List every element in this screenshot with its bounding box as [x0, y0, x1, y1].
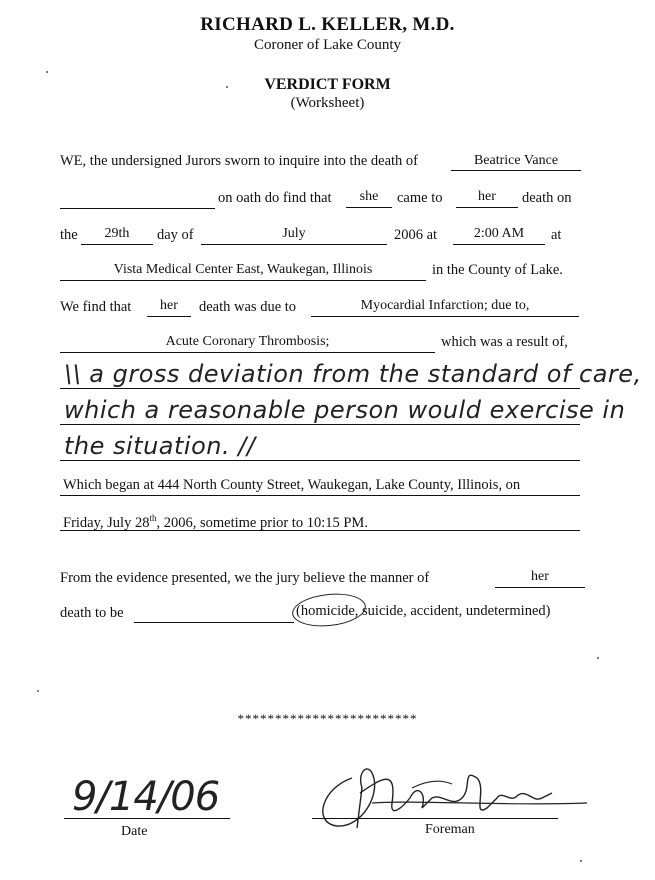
typed-rule-2 — [60, 530, 580, 531]
scan-speck — [226, 86, 228, 88]
typed-line-1: Which began at 444 North County Street, Waukegan, Lake County, Illinois, on — [63, 477, 521, 493]
coroner-office: Coroner of Lake County — [253, 37, 402, 53]
pronoun3: her — [160, 298, 178, 313]
county-text: in the County of Lake. — [432, 262, 563, 278]
scan-speck — [597, 657, 599, 659]
line3-the: the — [60, 227, 78, 243]
line1-text: WE, the undersigned Jurors sworn to inquire into the death of — [60, 153, 418, 169]
pronoun1: she — [359, 189, 379, 204]
pronoun2: her — [478, 189, 496, 204]
month-value: July — [282, 226, 306, 241]
separator-stars: ************************ — [237, 711, 418, 726]
typed-rule-1 — [60, 495, 580, 496]
form-title: VERDICT FORM — [264, 76, 391, 93]
pronoun4: her — [531, 569, 549, 584]
line5-text-b: death was due to — [199, 299, 297, 315]
year-at: 2006 at — [394, 227, 438, 243]
handwritten-date: 9/14/06 — [72, 774, 220, 820]
manner-field — [134, 604, 294, 623]
line3-dayof: day of — [157, 227, 194, 243]
coroner-name: RICHARD L. KELLER, M.D. — [200, 14, 455, 35]
scan-speck — [46, 71, 48, 73]
foreman-label: Foreman — [425, 822, 475, 837]
line2-text-b: came to — [397, 190, 443, 206]
scan-speck — [580, 860, 582, 862]
form-subtitle: (Worksheet) — [290, 95, 365, 111]
handwritten-line-1: \\ a gross deviation from the standard of care, — [64, 360, 642, 388]
foreman-rule — [312, 818, 558, 819]
blank-line-2 — [60, 190, 215, 209]
date-label: Date — [121, 824, 148, 839]
cause1-value: Myocardial Infarction; due to, — [360, 298, 530, 313]
place-value: Vista Medical Center East, Waukegan, Illinois — [113, 262, 373, 277]
handwriting-rule-1 — [60, 388, 580, 389]
manner-options: (homicide, suicide, accident, undetermined) — [296, 603, 551, 619]
day-value: 29th — [104, 226, 130, 241]
time-value: 2:00 AM — [473, 226, 525, 241]
homicide-circle-mark — [291, 590, 368, 630]
decedent-name: Beatrice Vance — [473, 153, 559, 168]
handwritten-line-3: the situation. // — [64, 432, 256, 460]
manner-text-a: From the evidence presented, we the jury believe the manner of — [60, 570, 430, 586]
result-text: which was a result of, — [441, 334, 568, 350]
line2-text-a: on oath do find that — [218, 190, 332, 206]
line3-at: at — [551, 227, 562, 243]
date-rule — [64, 818, 230, 819]
manner-text-b: death to be — [60, 605, 124, 621]
handwriting-rule-2 — [60, 424, 580, 425]
line2-text-c: death on — [522, 190, 572, 206]
typed-line-2: Friday, July 28th, 2006, sometime prior to 10:15 PM. — [63, 513, 368, 531]
line5-text-a: We find that — [60, 299, 132, 315]
cause2-value: Acute Coronary Thrombosis; — [165, 334, 330, 349]
scan-speck — [37, 690, 39, 692]
handwriting-rule-3 — [60, 460, 580, 461]
handwritten-line-2: which a reasonable person would exercise in — [64, 396, 626, 424]
